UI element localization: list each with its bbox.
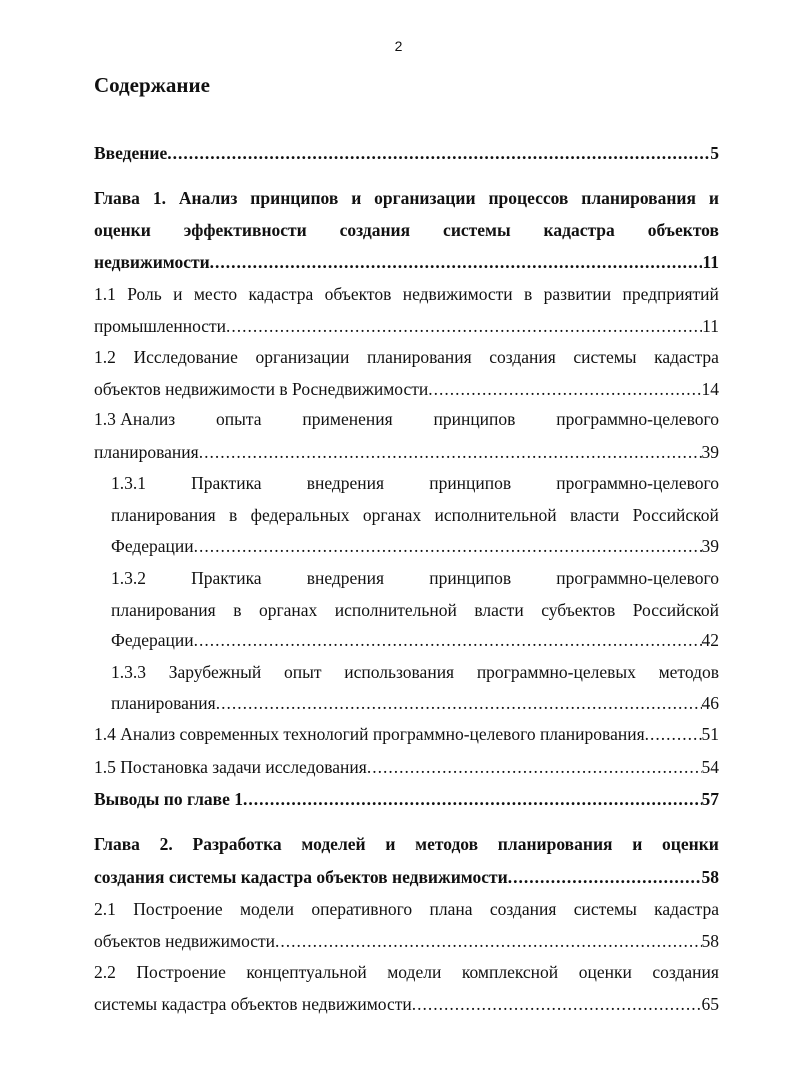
word: Построение: [133, 899, 223, 919]
word: Зарубежный: [168, 662, 262, 682]
word: модели: [239, 899, 295, 919]
word: власти: [474, 600, 524, 620]
word: кадастра: [543, 220, 615, 240]
toc-leader-dots: [216, 692, 702, 714]
word: Построение: [136, 962, 226, 982]
toc-entry-page: 14: [701, 379, 719, 399]
word: развитии: [543, 284, 612, 304]
toc-entry-page: 58: [701, 931, 719, 951]
toc-entry-2-1-line2[interactable]: [94, 930, 719, 952]
word: опыт: [284, 662, 322, 682]
word: объектов: [647, 220, 719, 240]
toc-leader-dots: [243, 788, 702, 810]
word: создания: [489, 347, 556, 367]
toc-entry-text: Выводы по главе 1: [94, 789, 243, 809]
word: создания: [489, 899, 557, 919]
word: планирования: [366, 347, 472, 367]
toc-entry-1-3-line2[interactable]: [94, 441, 719, 463]
word: и: [173, 284, 183, 304]
word: плана: [429, 899, 473, 919]
toc-entry-1-3-2-line2[interactable]: [111, 599, 719, 621]
word: 1.1: [94, 284, 116, 304]
word: оперативного: [311, 899, 413, 919]
toc-entry-text: Федерации: [111, 630, 194, 650]
word: модели: [387, 962, 442, 982]
toc-entry-page: 65: [701, 994, 719, 1014]
word: создания: [339, 220, 411, 240]
toc-entry-2-1-line1[interactable]: [94, 898, 719, 920]
toc-leader-dots: [194, 535, 702, 557]
word: 1.3.3: [111, 662, 146, 682]
toc-leader-dots: [645, 723, 702, 745]
toc-leader-dots: [167, 142, 710, 164]
word: 2.: [159, 834, 173, 854]
toc-entry-1-3-3-line2[interactable]: [111, 692, 719, 714]
toc-leader-dots: [199, 441, 702, 463]
toc-entry-page: 46: [701, 693, 719, 713]
word: концептуальной: [246, 962, 367, 982]
toc-entry-1-2-line1[interactable]: [94, 346, 719, 368]
word: системы: [573, 347, 637, 367]
toc-entry-text: Федерации: [111, 536, 194, 556]
toc-leader-dots: [412, 993, 702, 1015]
word: организации: [255, 347, 350, 367]
page-title: Содержание: [94, 73, 210, 97]
word: исполнительной: [334, 600, 457, 620]
word: 2.1: [94, 899, 116, 919]
toc-entry-intro[interactable]: [94, 142, 719, 164]
toc-entry-text: планирования: [111, 693, 216, 713]
word: методов: [415, 834, 479, 854]
toc-entry-2-2-line2[interactable]: [94, 993, 719, 1015]
toc-entry-text: 1.5 Постановка задачи исследования: [94, 757, 367, 777]
word: принципов: [433, 409, 516, 429]
toc-entry-text: планирования: [94, 442, 199, 462]
toc-leader-dots: [194, 629, 702, 651]
word: планирования: [111, 505, 216, 525]
toc-entry-text: создания системы кадастра объектов недвижимости: [94, 867, 508, 887]
toc-chapter2-line1[interactable]: [94, 833, 719, 855]
word: принципов: [429, 568, 512, 588]
word: исполнительной: [434, 505, 557, 525]
word: комплексной: [461, 962, 559, 982]
word: программно-целевого: [556, 409, 719, 429]
toc-entry-1-3-3-line1[interactable]: [111, 661, 719, 683]
word: федеральных: [250, 505, 350, 525]
toc-leader-dots: [210, 251, 703, 273]
toc-entry-text: недвижимости: [94, 252, 210, 272]
word: субъектов: [541, 600, 616, 620]
toc-chapter1-line3[interactable]: [94, 251, 719, 273]
word: принципов: [250, 188, 339, 208]
toc-entry-text: объектов недвижимости: [94, 931, 276, 951]
word: 1.3.2: [111, 568, 146, 588]
toc-entry-conclusions-1[interactable]: [94, 788, 719, 810]
toc-leader-dots: [226, 315, 702, 337]
toc-entry-1-3-2-line3[interactable]: [111, 629, 719, 651]
word: внедрения: [306, 473, 385, 493]
toc-entry-1-3-1-line3[interactable]: [111, 535, 719, 557]
toc-chapter1-line2[interactable]: [94, 219, 719, 241]
word: 1.3.1: [111, 473, 146, 493]
word: оценки: [662, 834, 719, 854]
toc-entry-text: промышленности: [94, 316, 227, 336]
word: в: [233, 600, 242, 620]
word: опыта: [216, 409, 262, 429]
toc-entry-1-1-line1[interactable]: [94, 283, 719, 305]
word: планирования: [111, 600, 216, 620]
word: место: [193, 284, 238, 304]
toc-entry-2-2-line1[interactable]: [94, 961, 719, 983]
word: Глава: [94, 188, 140, 208]
toc-entry-page: 11: [702, 252, 719, 272]
word: Практика: [191, 473, 262, 493]
word: и: [351, 188, 362, 208]
toc-entry-1-5[interactable]: [94, 756, 719, 778]
word: методов: [658, 662, 719, 682]
toc-chapter2-line2[interactable]: [94, 866, 719, 888]
word: объектов: [324, 284, 392, 304]
word: 2.2: [94, 962, 116, 982]
word: кадастра: [248, 284, 314, 304]
word: системы: [573, 899, 637, 919]
word: эффективности: [183, 220, 307, 240]
toc-entry-page: 57: [701, 789, 719, 809]
page-number: 2: [394, 38, 403, 54]
word: 1.2: [94, 347, 116, 367]
toc-entry-1-3-1-line1[interactable]: [111, 472, 719, 494]
word: применения: [302, 409, 393, 429]
word: кадастра: [654, 899, 719, 919]
word: Российской: [632, 505, 719, 525]
toc-leader-dots: [367, 756, 702, 778]
word: Анализ: [178, 188, 238, 208]
word: организации: [374, 188, 476, 208]
word: 1.: [152, 188, 166, 208]
word: внедрения: [306, 568, 385, 588]
word: и: [708, 188, 719, 208]
toc-entry-text: 1.4 Анализ современных технологий программно-целевого планирования: [94, 724, 645, 744]
word: процессов: [488, 188, 569, 208]
toc-entry-text: Введение: [94, 143, 168, 163]
word: в: [524, 284, 533, 304]
word: и: [385, 834, 396, 854]
toc-entry-page: 39: [701, 536, 719, 556]
toc-entry-page: 5: [710, 143, 719, 163]
word: предприятий: [622, 284, 719, 304]
word: принципов: [429, 473, 512, 493]
word: программно-целевого: [556, 568, 719, 588]
toc-entry-page: 42: [701, 630, 719, 650]
toc-entry-page: 58: [701, 867, 719, 887]
word: власти: [569, 505, 620, 525]
word: органах: [362, 505, 422, 525]
toc-entry-1-3-1-line2[interactable]: [111, 504, 719, 526]
word: в: [229, 505, 238, 525]
word: кадастра: [654, 347, 719, 367]
word: создания: [652, 962, 719, 982]
toc-leader-dots: [275, 930, 701, 952]
word: Практика: [191, 568, 262, 588]
word: 1.3 Анализ: [94, 409, 176, 429]
word: программно-целевого: [556, 473, 719, 493]
toc-leader-dots: [508, 866, 702, 888]
word: Роль: [127, 284, 162, 304]
word: Глава: [94, 834, 140, 854]
word: моделей: [301, 834, 366, 854]
toc-entry-page: 39: [701, 442, 719, 462]
word: системы: [443, 220, 511, 240]
toc-entry-1-1-line2[interactable]: [94, 315, 719, 337]
toc-entry-page: 51: [701, 724, 719, 744]
toc-entry-text: системы кадастра объектов недвижимости: [94, 994, 412, 1014]
word: программно-целевых: [476, 662, 636, 682]
toc-entry-1-3-line1[interactable]: [94, 408, 719, 430]
toc-entry-page: 11: [702, 316, 719, 336]
word: Исследование: [133, 347, 238, 367]
word: недвижимости: [402, 284, 513, 304]
word: оценки: [94, 220, 151, 240]
toc-entry-1-4[interactable]: [94, 723, 719, 745]
toc-entry-text: объектов недвижимости в Роснедвижимости: [94, 379, 429, 399]
toc-entry-1-2-line2[interactable]: [94, 378, 719, 400]
word: планирования: [581, 188, 696, 208]
toc-entry-1-3-2-line1[interactable]: [111, 567, 719, 589]
word: использования: [344, 662, 455, 682]
toc-chapter1-line1[interactable]: [94, 187, 719, 209]
word: Разработка: [192, 834, 282, 854]
word: планирования: [497, 834, 613, 854]
toc-leader-dots: [428, 378, 701, 400]
toc-entry-page: 54: [701, 757, 719, 777]
word: Российской: [632, 600, 719, 620]
word: оценки: [578, 962, 632, 982]
word: органах: [258, 600, 318, 620]
word: и: [632, 834, 643, 854]
